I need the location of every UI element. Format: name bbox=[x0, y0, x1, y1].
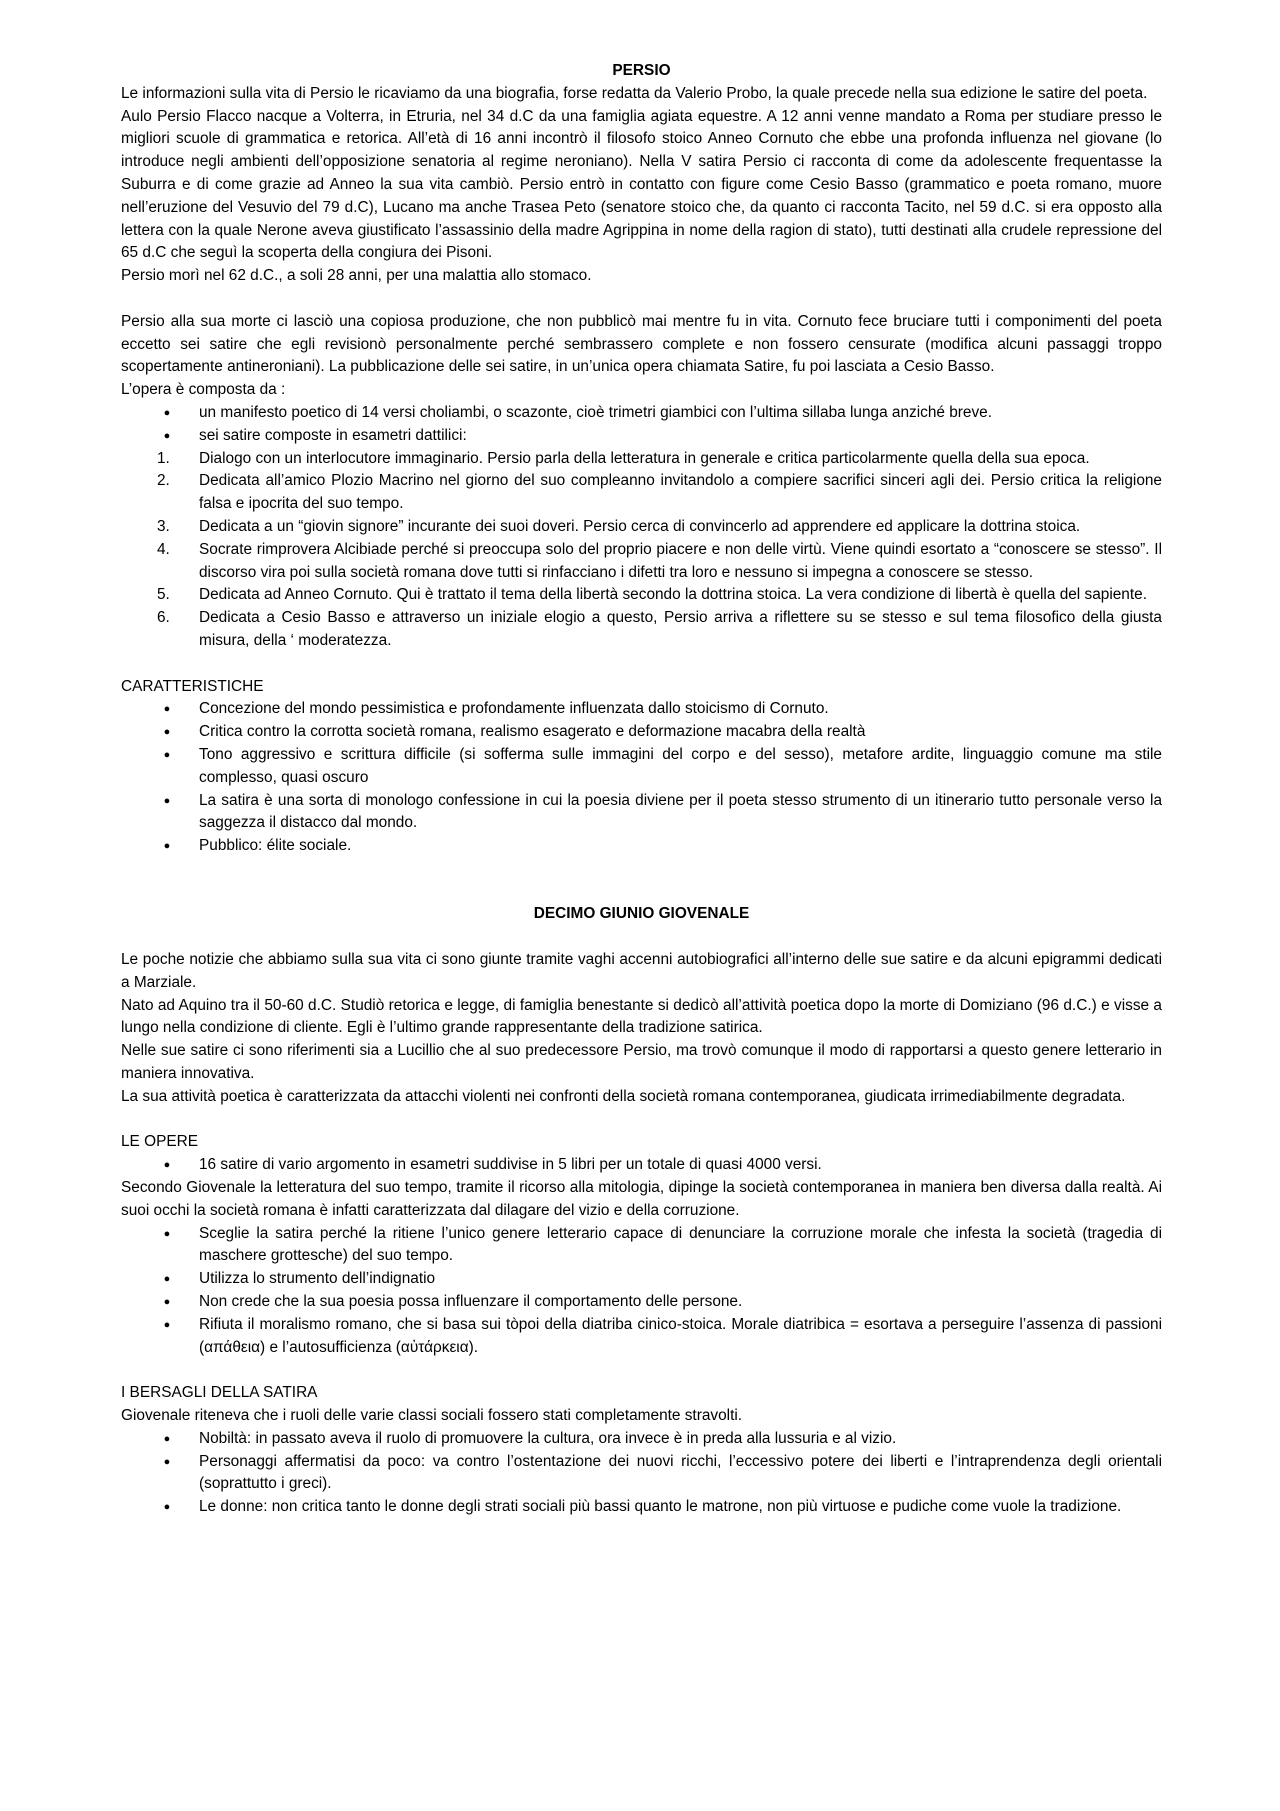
list-item: ● Concezione del mondo pessimistica e profondamente influenzata dallo stoicismo di Cornuto. bbox=[121, 698, 1162, 721]
list-item: 1. Dialogo con un interlocutore immaginario. Persio parla della letteratura in generale e critica particolarmente quella della sua epoca. bbox=[121, 448, 1162, 471]
bullet-list bbox=[121, 402, 1162, 448]
list-number: 4. bbox=[157, 540, 170, 558]
list-item: ● La satira è una sorta di monologo confessione in cui la poesia diviene per il poeta stesso strumento di un itinerario tutto personale verso la saggezza il distacco dal mondo. bbox=[121, 790, 1162, 836]
spacer bbox=[121, 858, 1162, 904]
list-item: ● Nobiltà: in passato aveva il ruolo di promuovere la cultura, ora invece è in preda alla lussuria e al vizio. bbox=[121, 1428, 1162, 1451]
paragraph: Secondo Giovenale la letteratura del suo tempo, tramite il ricorso alla mitologia, dipinge la società contemporanea in maniera ben diversa dalla realtà. Ai suoi occhi la società romana è infatti caratterizzata dal dilagare del vizio e della corruzione. bbox=[121, 1179, 1162, 1219]
numbered-list bbox=[121, 448, 1162, 653]
list-item: ● Personaggi affermatisi da poco: va contro l’ostentazione dei nuovi ricchi, l’eccessivo potere dei liberti e l’intraprendenza degli orientali (soprattutto i greci). bbox=[121, 1451, 1162, 1497]
list-item: 6. Dedicata a Cesio Basso e attraverso un iniziale elogio a questo, Persio arriva a riflettere su se stesso e sul tema filosofico della giusta misura, della ‘ moderatezza. bbox=[157, 609, 1162, 649]
paragraph: Le informazioni sulla vita di Persio le ricaviamo da una biografia, forse redatta da Valerio Probo, la quale precede nella sua edizione le satire del poeta. bbox=[121, 84, 1148, 102]
bullet-icon: ● bbox=[163, 1318, 171, 1331]
list-item: ● Critica contro la corrotta società romana, realismo esagerato e deformazione macabra della realtà bbox=[121, 721, 1162, 744]
bullet-icon: ● bbox=[163, 726, 171, 739]
bullet-list bbox=[121, 1223, 1162, 1360]
bullet-icon: ● bbox=[163, 406, 171, 419]
paragraph: Nelle sue satire ci sono riferimenti sia a Lucillio che al suo predecessore Persio, ma trovò comunque il modo di rapportarsi a questo genere letterario in maniera innovativa. bbox=[121, 1042, 1162, 1083]
list-item: 2. Dedicata all’amico Plozio Macrino nel giorno del suo compleanno invitandolo a compiere sacrifici sinceri agli dei. Persio critica la religione falsa e ipocrita del suo tempo. bbox=[157, 472, 1162, 513]
bullet-icon: ● bbox=[163, 1501, 171, 1514]
section-title-persio: PERSIO bbox=[612, 62, 671, 79]
list-number: 3. bbox=[157, 517, 170, 535]
list-item: 5. Dedicata ad Anneo Cornuto. Qui è trattato il tema della libertà secondo la dottrina stoica. La vera condizione di libertà è quella del sapiente. bbox=[121, 584, 1162, 607]
subsection-label-bersagli: I BERSAGLI DELLA SATIRA bbox=[121, 1384, 318, 1402]
bullet-list bbox=[121, 1428, 1162, 1519]
spacer bbox=[121, 1359, 1162, 1382]
list-item: ● Rifiuta il moralismo romano, che si basa sui tòpoi della diatriba cinico-stoica. Morale diatribica = esortava a perseguire l’assenza di passioni (απάθεια) e l’autosufficienza (αὐτάρκεια). bbox=[121, 1314, 1162, 1360]
bullet-icon: ● bbox=[163, 1273, 171, 1286]
spacer bbox=[121, 1109, 1162, 1132]
list-item: ● sei satire composte in esametri dattilici: bbox=[121, 425, 1162, 448]
bullet-list bbox=[121, 698, 1162, 858]
bullet-icon: ● bbox=[163, 1159, 171, 1172]
list-number: 1. bbox=[157, 449, 170, 467]
paragraph: Giovenale riteneva che i ruoli delle varie classi sociali fossero stati completamente stravolti. bbox=[121, 1407, 743, 1425]
list-item: ● Utilizza lo strumento dell’indignatio bbox=[121, 1268, 1162, 1291]
bullet-icon: ● bbox=[163, 748, 171, 761]
list-number: 6. bbox=[157, 609, 170, 627]
list-item: 3. Dedicata a un “giovin signore” incurante dei suoi doveri. Persio cerca di convincerlo ad apprendere ed applicare la dottrina stoica. bbox=[121, 516, 1162, 539]
list-item: ● Le donne: non critica tanto le donne degli strati sociali più bassi quanto le matrone, non più virtuose e pudiche come vuole la tradizione. bbox=[121, 1496, 1162, 1519]
spacer bbox=[121, 288, 1162, 311]
list-item: ● Tono aggressivo e scrittura difficile (si sofferma sulle immagini del corpo e del sesso), metafore ardite, linguaggio comune ma stile complesso, quasi oscuro bbox=[121, 744, 1162, 790]
bullet-icon: ● bbox=[163, 840, 171, 853]
list-item: ● 16 satire di vario argomento in esametri suddivise in 5 libri per un totale di quasi 4000 versi. bbox=[121, 1154, 1162, 1177]
bullet-list bbox=[121, 1154, 1162, 1177]
list-item: ● Non crede che la sua poesia possa influenzare il comportamento delle persone. bbox=[121, 1291, 1162, 1314]
bullet-icon: ● bbox=[163, 1227, 171, 1240]
paragraph: Aulo Persio Flacco nacque a Volterra, in Etruria, nel 34 d.C da una famiglia agiata equestre. A 12 anni venne mandato a Roma per studiare presso le migliori scuole di grammatica e retorica. All’età di 16 anni incontrò il filosofo stoico Anneo Cornuto che ebbe una profonda influenza nel giovane (lo introduce negli ambienti dell’opposizione senatoria al regime neroniano). Nella V satira Persio ci racconta di come da adolescente frequentasse la Suburra e di come grazie ad Anneo la sua vita cambiò. Persio entrò in contatto con figure come Cesio Basso (grammatico e poeta romano, muore nell’eruzione del Vesuvio del 79 d.C), Lucano ma anche Trasea Peto (senatore stoico che, da quanto ci racconta Tacito, nel 59 d.C. si era opposto alla lettera con la quale Nerone aveva giustificato l’assassinio della madre Agrippina in nome della ragion di stato), tutti destinati alla crudele repressione del 65 d.C che seguì la scoperta della congiura dei Pisoni. bbox=[121, 107, 1162, 262]
bullet-icon: ● bbox=[163, 1432, 171, 1445]
list-item: ● Pubblico: élite sociale. bbox=[121, 835, 1162, 858]
spacer bbox=[121, 926, 1162, 949]
paragraph: L’opera è composta da : bbox=[121, 381, 286, 399]
list-number: 5. bbox=[157, 586, 170, 604]
bullet-icon: ● bbox=[163, 429, 171, 442]
list-number: 2. bbox=[157, 472, 170, 490]
paragraph: La sua attività poetica è caratterizzata da attacchi violenti nei confronti della società romana contemporanea, giudicata irrimediabilmente degradata. bbox=[121, 1087, 1126, 1105]
spacer bbox=[121, 653, 1162, 676]
paragraph: Persio morì nel 62 d.C., a soli 28 anni, per una malattia allo stomaco. bbox=[121, 267, 592, 285]
list-item: ● Sceglie la satira perché la ritiene l’unico genere letterario capace di denunciare la corruzione morale che infesta la società (tragedia di maschere grottesche) del suo tempo. bbox=[121, 1223, 1162, 1269]
list-item: ● un manifesto poetico di 14 versi choliambi, o scazonte, cioè trimetri giambici con l’ultima sillaba lunga anziché breve. bbox=[121, 402, 1162, 425]
paragraph: Persio alla sua morte ci lasciò una copiosa produzione, che non pubblicò mai mentre fu in vita. Cornuto fece bruciare tutti i componimenti del poeta eccetto sei satire che egli revisionò personalmente perché sembrassero complete e non fossero censurate (modifica alcuni passaggi troppo scopertamente antineroniani). La pubblicazione delle sei satire, in un’unica opera chiamata Satire, fu poi lasciata a Cesio Basso. bbox=[121, 312, 1162, 376]
section-title-giovenale: DECIMO GIUNIO GIOVENALE bbox=[533, 905, 750, 923]
subsection-label-opere: LE OPERE bbox=[121, 1133, 198, 1151]
paragraph: Nato ad Aquino tra il 50-60 d.C. Studiò retorica e legge, di famiglia benestante si dedicò all’attività poetica dopo la morte di Domiziano (96 d.C.) e visse a lungo nella condizione di cliente. Egli è l’ultimo grande rappresentante della tradizione satirica. bbox=[121, 996, 1162, 1037]
paragraph: Le poche notizie che abbiamo sulla sua vita ci sono giunte tramite vaghi accenni autobiografici all’interno delle sue satire e da alcuni epigrammi dedicati a Marziale. bbox=[121, 951, 1162, 991]
bullet-icon: ● bbox=[163, 1296, 171, 1309]
bullet-icon: ● bbox=[163, 703, 171, 716]
bullet-icon: ● bbox=[163, 794, 171, 807]
bullet-icon: ● bbox=[163, 1455, 171, 1468]
list-item: 4. Socrate rimprovera Alcibiade perché si preoccupa solo del proprio piacere e non delle virtù. Viene quindi esortato a “conoscere se stesso”. Il discorso vira poi sulla società romana dove tutti si rinfacciano i difetti tra loro e nessuno si impegna a conoscere se stesso. bbox=[157, 540, 1162, 581]
subsection-label-caratteristiche: CARATTERISTICHE bbox=[121, 677, 264, 695]
